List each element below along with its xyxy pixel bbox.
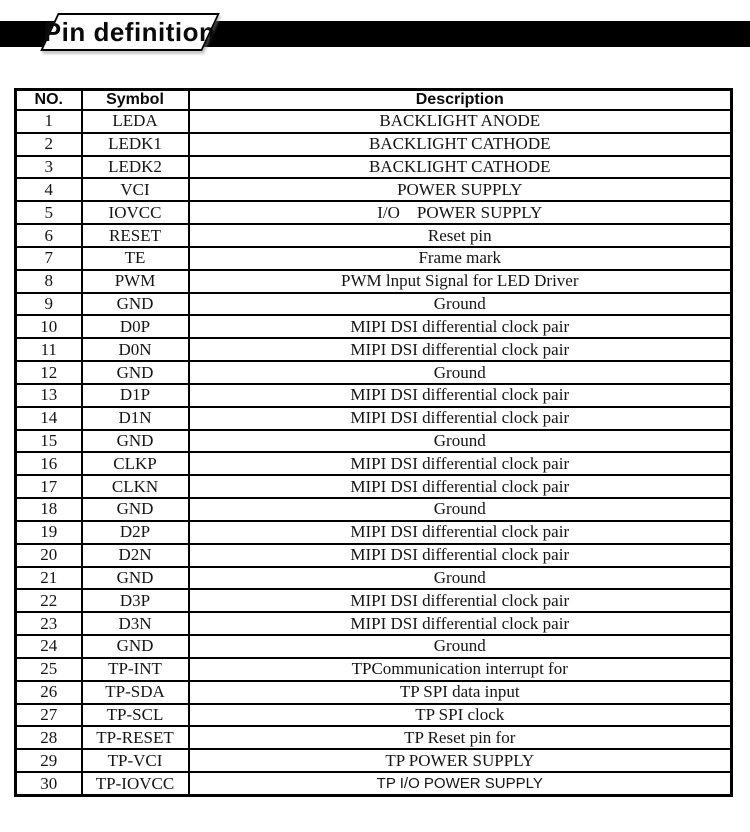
table-row — [16, 726, 732, 749]
table-row — [16, 772, 732, 795]
table-row — [16, 201, 732, 224]
pin-symbol: D3N — [82, 612, 189, 635]
pin-no: 13 — [16, 384, 82, 407]
table-row — [16, 681, 732, 704]
pin-description: Frame mark — [189, 247, 732, 270]
pin-no: 9 — [16, 293, 82, 316]
pin-symbol: D1N — [82, 407, 189, 430]
pin-description: Ground — [189, 430, 732, 453]
pin-symbol: VCI — [82, 178, 189, 201]
table-row — [16, 133, 732, 156]
pin-symbol: LEDK1 — [82, 133, 189, 156]
table-row — [16, 430, 732, 453]
table-row — [16, 612, 732, 635]
table-row — [16, 498, 732, 521]
pin-symbol: D1P — [82, 384, 189, 407]
pin-symbol: PWM — [82, 270, 189, 293]
pin-no: 23 — [16, 612, 82, 635]
pin-no: 5 — [16, 201, 82, 224]
pin-no: 7 — [16, 247, 82, 270]
pin-symbol: TP-SCL — [82, 704, 189, 727]
pin-symbol: D2P — [82, 521, 189, 544]
pin-description: TP I/O POWER SUPPLY — [189, 772, 732, 795]
pin-description: BACKLIGHT ANODE — [189, 110, 732, 133]
pin-description: TP Reset pin for — [189, 726, 732, 749]
header-row — [16, 90, 732, 111]
pin-no: 20 — [16, 544, 82, 567]
pin-symbol: D0P — [82, 315, 189, 338]
pin-symbol: CLKP — [82, 452, 189, 475]
pin-symbol: GND — [82, 498, 189, 521]
table-row — [16, 658, 732, 681]
pin-definition-tag — [40, 13, 220, 51]
pin-no: 24 — [16, 635, 82, 658]
pin-description: TP POWER SUPPLY — [189, 749, 732, 772]
table-row — [16, 407, 732, 430]
table-row — [16, 475, 732, 498]
table-row — [16, 361, 732, 384]
table-row — [16, 384, 732, 407]
pin-description: MIPI DSI differential clock pair — [189, 475, 732, 498]
pin-description: BACKLIGHT CATHODE — [189, 133, 732, 156]
pin-description: MIPI DSI differential clock pair — [189, 544, 732, 567]
pin-no: 10 — [16, 315, 82, 338]
pin-symbol: D0N — [82, 338, 189, 361]
pin-table-header — [16, 90, 732, 111]
pin-symbol: GND — [82, 293, 189, 316]
pin-description: MIPI DSI differential clock pair — [189, 612, 732, 635]
pin-no: 2 — [16, 133, 82, 156]
table-row — [16, 544, 732, 567]
pin-symbol: TP-IOVCC — [82, 772, 189, 795]
pin-description: PWM lnput Signal for LED Driver — [189, 270, 732, 293]
table-row — [16, 567, 732, 590]
pin-description: MIPI DSI differential clock pair — [189, 338, 732, 361]
pin-description: Ground — [189, 635, 732, 658]
pin-symbol: LEDK2 — [82, 156, 189, 179]
pin-no: 28 — [16, 726, 82, 749]
pin-description: TP SPI clock — [189, 704, 732, 727]
pin-symbol: IOVCC — [82, 201, 189, 224]
col-header-symbol: Symbol — [82, 90, 189, 111]
table-row — [16, 749, 732, 772]
pin-description: MIPI DSI differential clock pair — [189, 452, 732, 475]
pin-description: Ground — [189, 361, 732, 384]
table-row — [16, 704, 732, 727]
pin-description: I/O POWER SUPPLY — [189, 201, 732, 224]
pin-symbol: RESET — [82, 224, 189, 247]
pin-no: 1 — [16, 110, 82, 133]
pin-no: 11 — [16, 338, 82, 361]
table-row — [16, 452, 732, 475]
pin-no: 17 — [16, 475, 82, 498]
col-header-no: NO. — [16, 90, 82, 111]
table-row — [16, 224, 732, 247]
pin-no: 18 — [16, 498, 82, 521]
pin-no: 6 — [16, 224, 82, 247]
pin-symbol: D2N — [82, 544, 189, 567]
pin-symbol: GND — [82, 430, 189, 453]
pin-description: Ground — [189, 498, 732, 521]
table-row — [16, 110, 732, 133]
pin-description: BACKLIGHT CATHODE — [189, 156, 732, 179]
pin-symbol: TP-RESET — [82, 726, 189, 749]
pin-no: 16 — [16, 452, 82, 475]
pin-symbol: GND — [82, 567, 189, 590]
pin-no: 19 — [16, 521, 82, 544]
pin-no: 3 — [16, 156, 82, 179]
pin-description: MIPI DSI differential clock pair — [189, 521, 732, 544]
pin-description: Ground — [189, 293, 732, 316]
table-row — [16, 589, 732, 612]
pin-symbol: GND — [82, 361, 189, 384]
pin-no: 29 — [16, 749, 82, 772]
pin-no: 25 — [16, 658, 82, 681]
table-row — [16, 338, 732, 361]
pin-table — [14, 88, 733, 797]
pin-symbol: TP-VCI — [82, 749, 189, 772]
table-row — [16, 178, 732, 201]
pin-no: 15 — [16, 430, 82, 453]
pin-no: 12 — [16, 361, 82, 384]
table-row — [16, 247, 732, 270]
pin-description: MIPI DSI differential clock pair — [189, 315, 732, 338]
pin-description: POWER SUPPLY — [189, 178, 732, 201]
page-title: Pin definition — [44, 16, 216, 47]
pin-description: MIPI DSI differential clock pair — [189, 384, 732, 407]
pin-no: 27 — [16, 704, 82, 727]
pin-no: 8 — [16, 270, 82, 293]
table-row — [16, 293, 732, 316]
pin-no: 14 — [16, 407, 82, 430]
pin-symbol: CLKN — [82, 475, 189, 498]
pin-no: 26 — [16, 681, 82, 704]
table-row — [16, 635, 732, 658]
pin-no: 22 — [16, 589, 82, 612]
table-row — [16, 156, 732, 179]
pin-symbol: TP-INT — [82, 658, 189, 681]
pin-description: Ground — [189, 567, 732, 590]
table-row — [16, 270, 732, 293]
table-row — [16, 521, 732, 544]
pin-description: MIPI DSI differential clock pair — [189, 407, 732, 430]
pin-symbol: LEDA — [82, 110, 189, 133]
pin-symbol: GND — [82, 635, 189, 658]
pin-symbol: D3P — [82, 589, 189, 612]
col-header-description: Description — [189, 90, 732, 111]
pin-no: 21 — [16, 567, 82, 590]
pin-description: MIPI DSI differential clock pair — [189, 589, 732, 612]
pin-no: 30 — [16, 772, 82, 795]
table-row — [16, 315, 732, 338]
pin-description: Reset pin — [189, 224, 732, 247]
pin-symbol: TE — [82, 247, 189, 270]
pin-table-body — [16, 110, 732, 796]
pin-symbol: TP-SDA — [82, 681, 189, 704]
pin-description: TPCommunication interrupt for — [189, 658, 732, 681]
pin-description: TP SPI data input — [189, 681, 732, 704]
pin-no: 4 — [16, 178, 82, 201]
